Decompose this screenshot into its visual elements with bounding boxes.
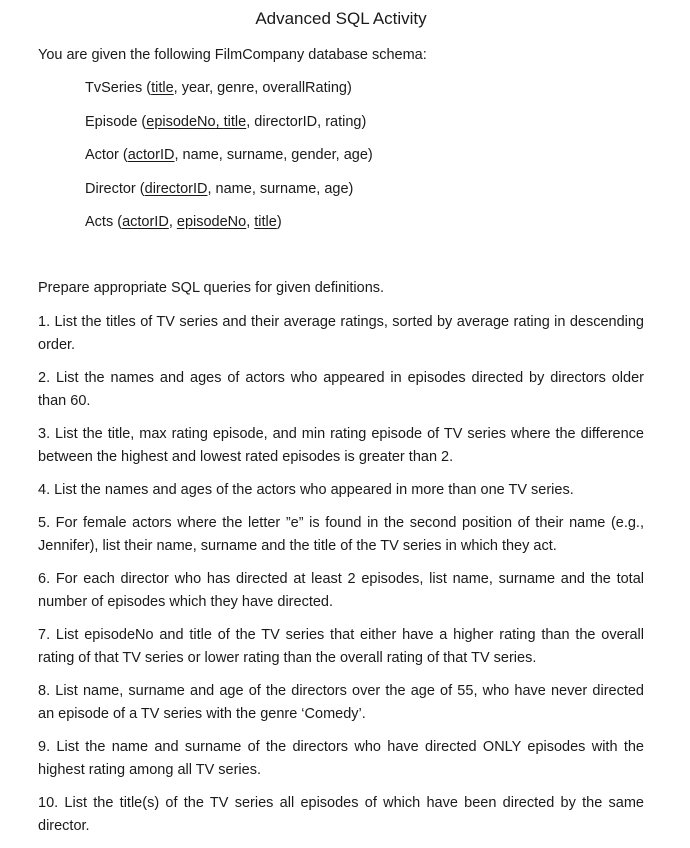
- attributes: , directorID, rating: [246, 113, 362, 130]
- primary-key: title: [254, 214, 277, 230]
- table-name: Acts: [85, 214, 114, 230]
- schema-actor: Actor (actorID, name, surname, gender, age): [85, 147, 373, 163]
- attributes: , year, genre, overallRating: [173, 80, 347, 96]
- document-title: Advanced SQL Activity: [255, 9, 427, 28]
- instructions-text: Prepare appropriate SQL queries for given definitions.: [38, 280, 385, 296]
- question-item: 10. List the title(s) of the TV series all episodes of which have been directed by the same director.: [38, 795, 644, 834]
- table-name: Episode: [85, 113, 138, 130]
- attributes: , name, surname, age: [207, 180, 349, 197]
- table-name: Actor: [85, 147, 119, 163]
- schema-list: [85, 78, 645, 246]
- question-item: 7. List episodeNo and title of the TV series that either have a higher rating than the overall rating of that TV series or lower rating than the overall rating of that TV series.: [38, 627, 644, 666]
- schema-acts: Acts (actorID, episodeNo, title): [85, 214, 282, 230]
- table-name: TvSeries: [85, 80, 143, 96]
- question-item: 4. List the names and ages of the actors who appeared in more than one TV series.: [38, 482, 574, 498]
- question-item: 3. List the title, max rating episode, and min rating episode of TV series where the difference between the highest and lowest rated episodes is greater than 2.: [38, 426, 644, 465]
- question-item: 6. For each director who has directed at least 2 episodes, list name, surname and the total number of episodes which they have directed.: [38, 571, 644, 610]
- schema-episode: Episode (episodeNo, title, directorID, rating): [85, 113, 367, 130]
- primary-key: directorID: [144, 180, 208, 197]
- primary-key: title: [223, 113, 247, 130]
- intro-text: You are given the following FilmCompany database schema:: [38, 47, 427, 63]
- question-item: 2. List the names and ages of actors who appeared in episodes directed by directors older than 60.: [38, 370, 644, 409]
- primary-key: episodeNo: [176, 214, 247, 230]
- attributes: , name, surname, gender, age: [174, 147, 368, 163]
- question-list: [38, 311, 644, 848]
- primary-key: title: [151, 80, 174, 96]
- table-name: Director: [85, 180, 136, 197]
- primary-key: actorID: [122, 214, 169, 230]
- question-item: 5. For female actors where the letter ”e” is found in the second position of their name (e.g., Jennifer), list their name, surname and the title of the TV series in which they act.: [38, 515, 644, 554]
- question-item: 9. List the name and surname of the directors who have directed ONLY episodes with the highest rating among all TV series.: [38, 739, 644, 778]
- question-item: 1. List the titles of TV series and their average ratings, sorted by average rating in descending order.: [38, 314, 644, 353]
- primary-key: episodeNo: [146, 113, 216, 130]
- question-item: 8. List name, surname and age of the directors over the age of 55, who have never directed an episode of a TV series with the genre ‘Comedy’.: [38, 683, 644, 722]
- schema-tvseries: TvSeries (title, year, genre, overallRating): [85, 80, 352, 96]
- schema-director: Director (directorID, name, surname, age): [85, 180, 354, 197]
- primary-key: actorID: [127, 147, 175, 163]
